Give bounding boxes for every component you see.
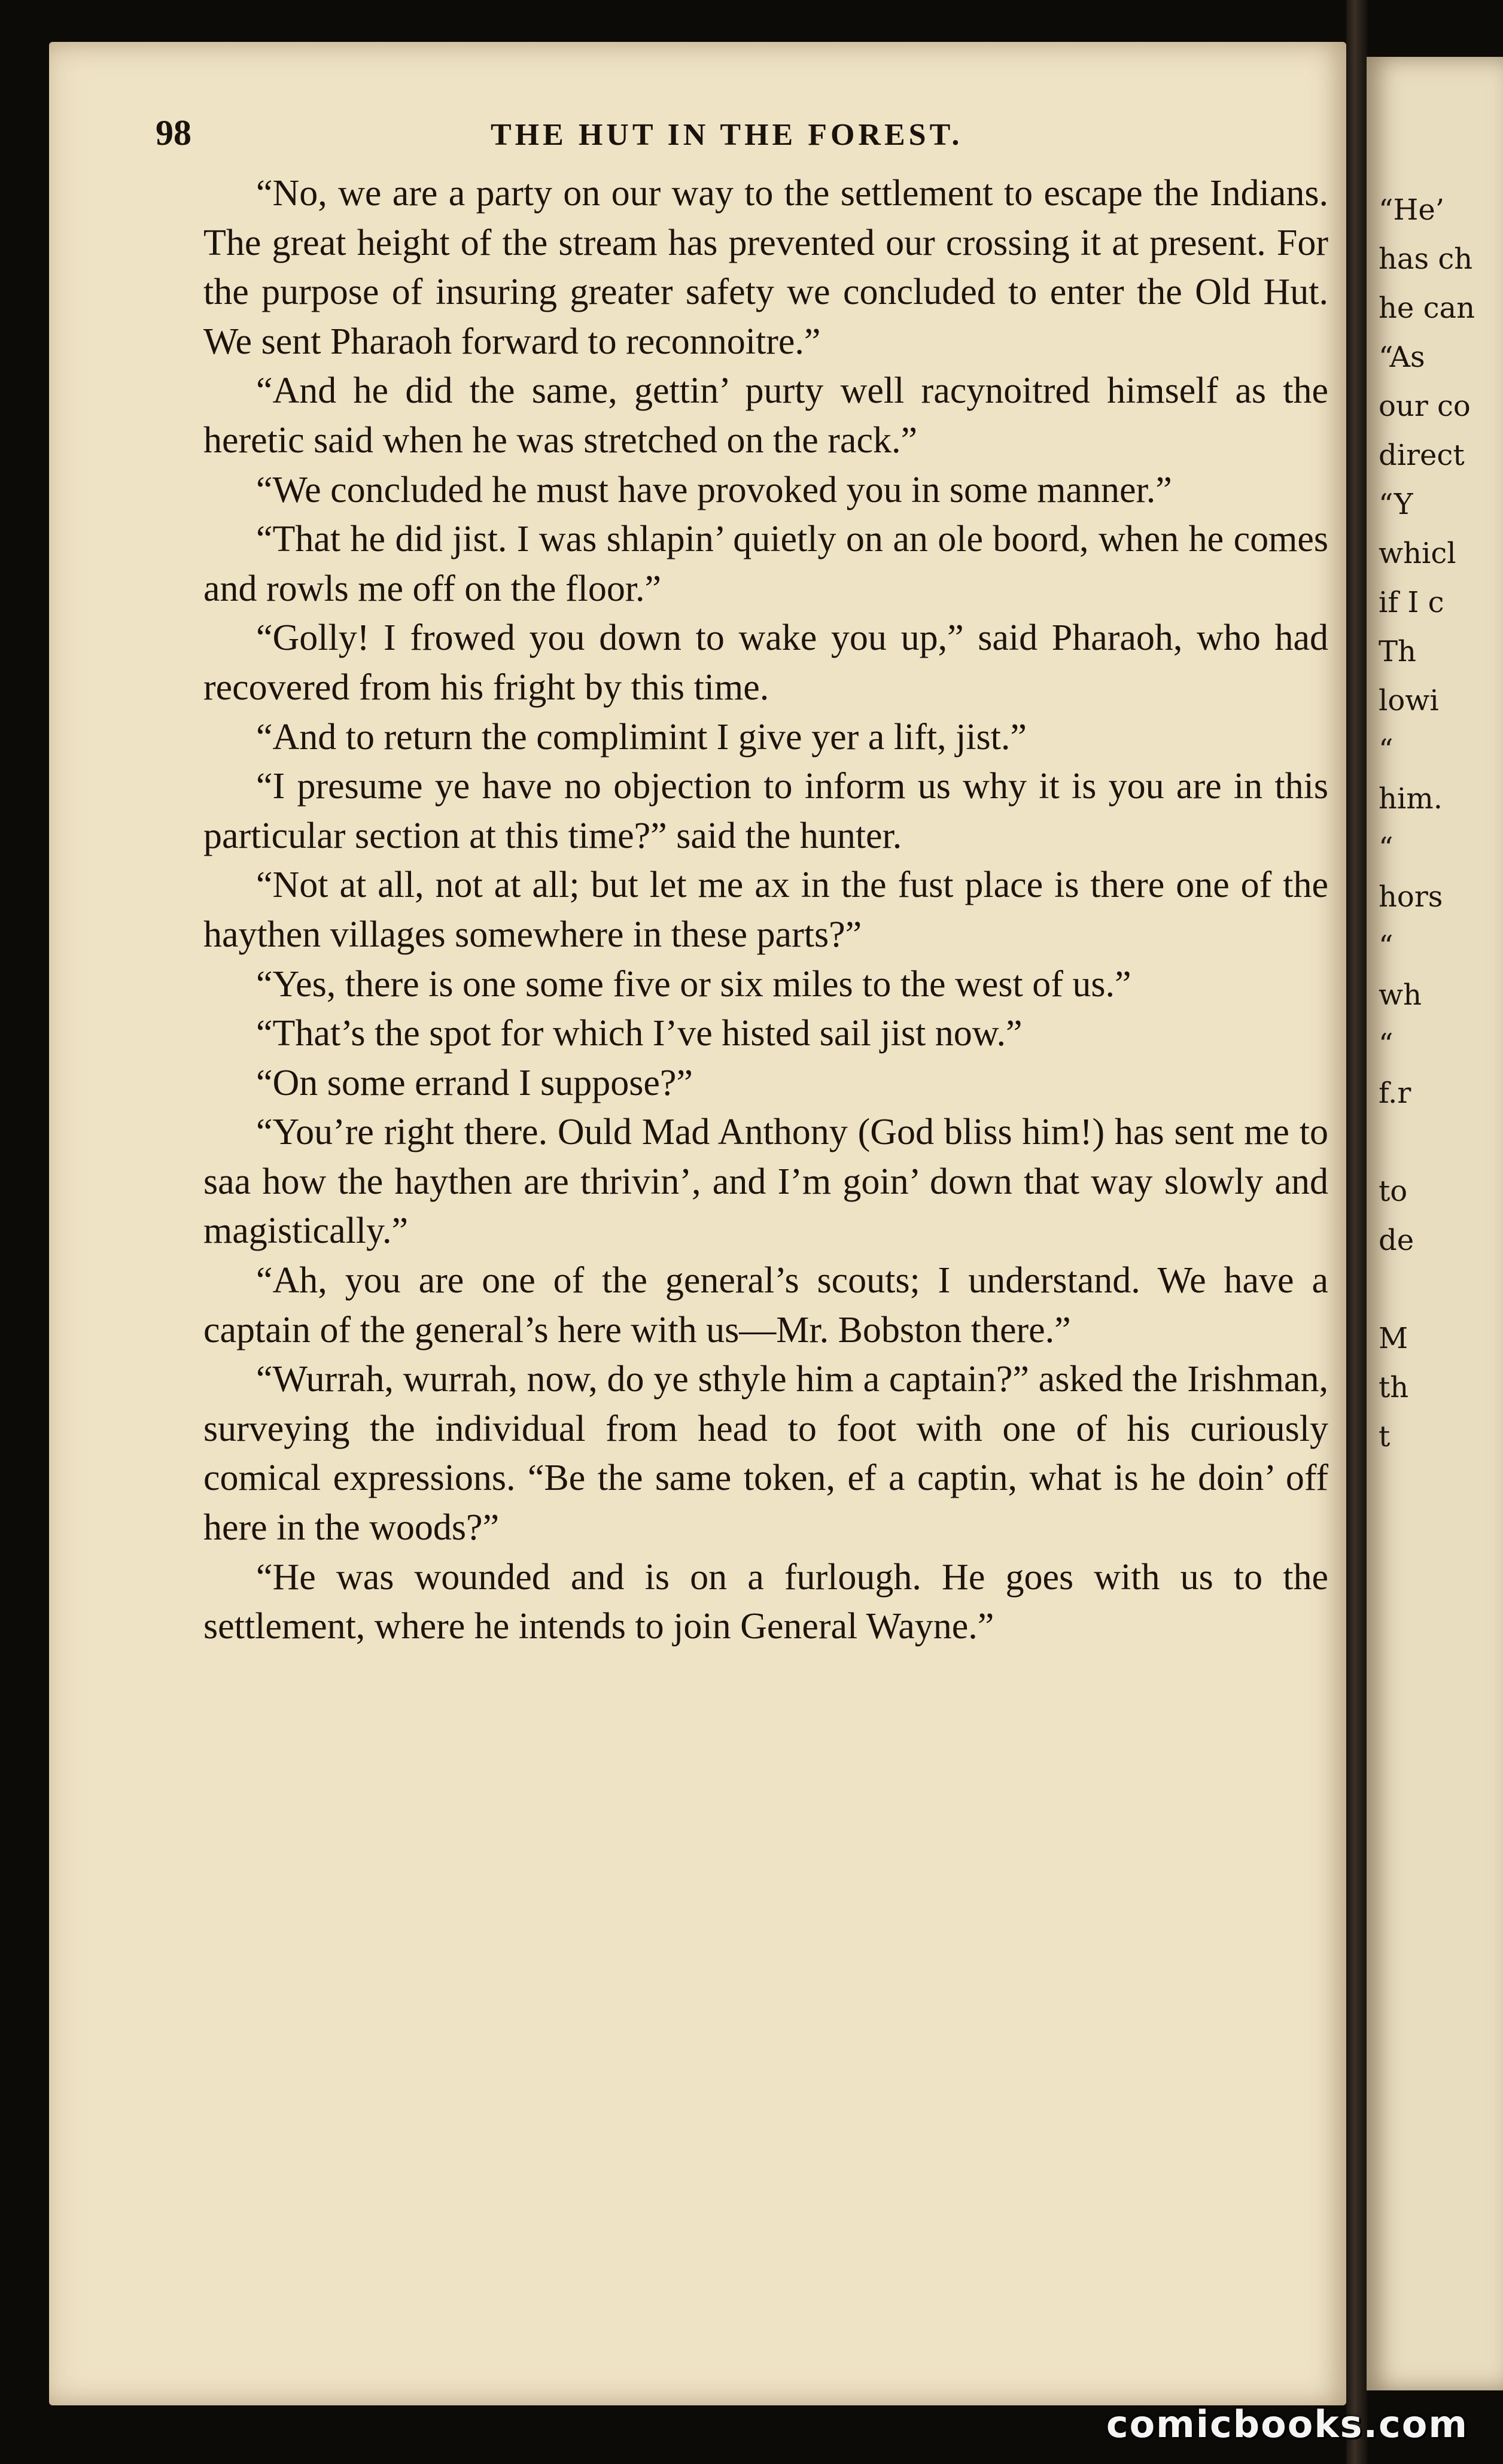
page-number: 98 <box>156 113 191 153</box>
facing-page-line: “As <box>1379 340 1425 374</box>
book-gutter <box>1346 0 1367 2464</box>
page-body <box>203 169 1328 1651</box>
page-header <box>156 112 1292 166</box>
facing-page-line <box>1379 1118 1475 1167</box>
facing-page-line: “He’ <box>1379 193 1445 227</box>
facing-page-line: he can <box>1379 291 1475 325</box>
paragraph: “You’re right there. Ould Mad Anthony (God bliss him!) has sent me to saa how the haythen are thrivin’, and I’m goin’ down that way slowly and magistically.” <box>203 1112 1328 1252</box>
paragraph: “I presume ye have no objection to inform us why it is you are in this particular section at this time?” said the hunter. <box>203 766 1328 856</box>
paragraph: “And to return the complimint I give yer a lift, jist.” <box>256 716 1027 758</box>
facing-page-line: him. <box>1379 782 1443 816</box>
paragraph: “Not at all, not at all; but let me ax in the fust place is there one of the haythen villages somewhere in these parts?” <box>203 865 1328 955</box>
facing-page-line: Th <box>1379 635 1416 668</box>
facing-page-line: “ <box>1379 1027 1394 1061</box>
paragraph: “No, we are a party on our way to the settlement to escape the Indians. The great height of the stream has prevented our crossing it at present. For the purpose of insuring greater safety we concluded to enter the Old Hut. We sent Pharaoh forward to reconnoitre.” <box>203 173 1328 362</box>
paragraph: “And he did the same, gettin’ purty well racynoitred himself as the heretic said when he was stretched on the rack.” <box>203 370 1328 461</box>
paragraph: “He was wounded and is on a furlough. He goes with us to the settlement, where he intends to join General Wayne.” <box>203 1556 1328 1647</box>
paragraph: “Yes, there is one some five or six miles to the west of us.” <box>256 963 1131 1005</box>
paragraph: “Ah, you are one of the general’s scouts; I understand. We have a captain of the general’s here with us—Mr. Bobston there.” <box>203 1260 1328 1350</box>
facing-page-line: “Y <box>1379 488 1413 521</box>
facing-page-line: hors <box>1379 880 1443 914</box>
running-title: THE HUT IN THE FOREST. <box>491 118 963 152</box>
facing-page-line: lowi <box>1379 684 1439 717</box>
facing-page-line: whicl <box>1379 537 1456 570</box>
facing-page-line: th <box>1379 1371 1409 1404</box>
facing-page-line: wh <box>1379 978 1422 1012</box>
paragraph: “That he did jist. I was shlapin’ quietly on an ole boord, when he comes and rowls me off on the floor.” <box>203 519 1328 609</box>
facing-page-line: “ <box>1379 929 1394 963</box>
facing-page-edge <box>1367 57 1503 2390</box>
paragraph: “On some errand I suppose?” <box>256 1062 693 1103</box>
facing-page-line: “ <box>1379 733 1394 766</box>
facing-page-line: f.r <box>1379 1076 1411 1110</box>
facing-page-line: direct <box>1379 439 1465 472</box>
facing-page-text <box>1379 185 1475 1461</box>
paragraph: “Golly! I frowed you down to wake you up,” said Pharaoh, who had recovered from his fright by this time. <box>203 617 1328 708</box>
paragraph: “That’s the spot for which I’ve histed sail jist now.” <box>256 1013 1023 1054</box>
site-watermark: comicbooks.com <box>1106 2402 1468 2446</box>
paragraph: “Wurrah, wurrah, now, do ye sthyle him a captain?” asked the Irishman, surveying the individual from head to foot with one of his curiously comical expressions. “Be the same token, ef a captin, what is he doin’ off here in the woods?” <box>203 1359 1328 1549</box>
facing-page-line: de <box>1379 1224 1414 1257</box>
facing-page-line: t <box>1379 1420 1391 1453</box>
paragraph: “We concluded he must have provoked you in some manner.” <box>256 469 1172 510</box>
facing-page-line: to <box>1379 1175 1408 1208</box>
facing-page-line: M <box>1379 1322 1408 1355</box>
facing-page-line: if I c <box>1379 586 1444 619</box>
facing-page-line: our co <box>1379 390 1471 423</box>
facing-page-line: “ <box>1379 831 1394 865</box>
facing-page-line <box>1379 1265 1475 1314</box>
facing-page-line: has ch <box>1379 242 1473 276</box>
